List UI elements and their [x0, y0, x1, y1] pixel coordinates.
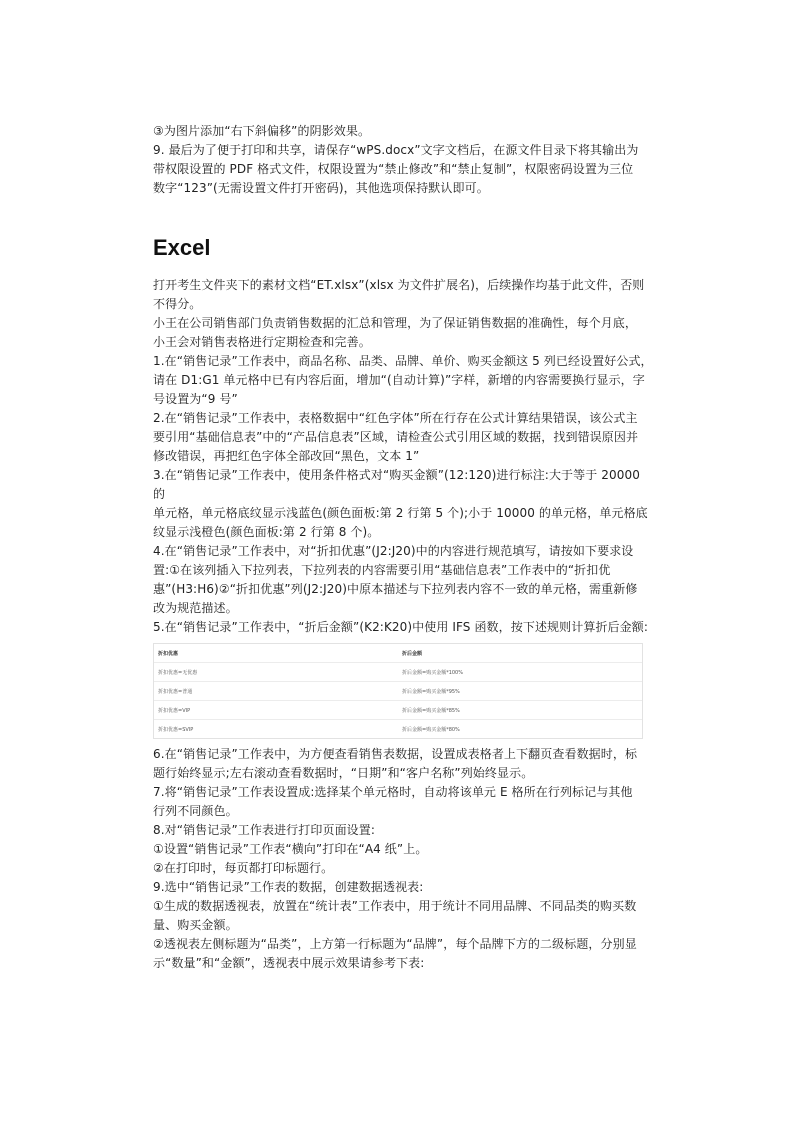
text-line: 8.对“销售记录”工作表进行打印页面设置:	[153, 823, 376, 837]
document-page	[153, 122, 653, 973]
intro-block	[153, 122, 653, 198]
text-line: ①生成的数据透视表，放置在“统计表”工作表中，用于统计不同用品牌、不同品类的购买数	[153, 899, 637, 913]
body-block-b	[153, 745, 653, 973]
text-line: 改为规范描述。	[153, 601, 238, 615]
table-cell: 折扣优惠=VIP	[154, 701, 398, 720]
table-header-cell: 折后金额	[398, 644, 642, 663]
text-line: 单元格，单元格底纹显示浅蓝色(颜色面板:第 2 行第 5 个);小于 10000 的单元格，单元格底	[153, 506, 648, 520]
text-line: 3.在“销售记录”工作表中，使用条件格式对“购买金额”(12:120)进行标注:大于等于 20000 的	[153, 468, 640, 501]
body-block-a	[153, 276, 653, 637]
table-cell: 折扣优惠=普通	[154, 682, 398, 701]
text-line: 1.在“销售记录”工作表中，商品名称、品类、品牌、单价、购买金额这 5 列已经设置好公式，	[153, 354, 653, 368]
table-cell: 折后金额=购买金额*95%	[398, 682, 642, 701]
text-line: 惠”(H3:H6)②“折扣优惠”列(J2:J20)中原本描述与下拉列表内容不一致的单元格，需重新修	[153, 582, 638, 596]
section-heading: Excel	[153, 235, 211, 260]
text-line: 置:①在该列插入下拉列表，下拉列表的内容需要引用“基础信息表”工作表中的“折扣优	[153, 563, 611, 577]
text-line: 2.在“销售记录”工作表中，表格数据中“红色字体”所在行存在公式计算结果错误，该公式主	[153, 411, 638, 425]
discount-rules-table	[153, 643, 643, 739]
text-line: 4.在“销售记录”工作表中，对“折扣优惠”(J2:J20)中的内容进行规范填写，请按如下要求设	[153, 544, 634, 558]
text-line: ③为图片添加“右下斜偏移”的阴影效果。	[153, 124, 371, 138]
text-line: 题行始终显示;左右滚动查看数据时，“日期”和“客户名称”列始终显示。	[153, 766, 534, 780]
text-line: ②在打印时，每页都打印标题行。	[153, 861, 334, 875]
text-line: 带权限设置的 PDF 格式文件，权限设置为“禁止修改”和“禁止复制”，权限密码设置为三位	[153, 162, 634, 176]
text-line: 示“数量”和“金额”，透视表中展示效果请参考下表:	[153, 956, 425, 970]
table-header-row	[154, 644, 642, 663]
text-line: 小王会对销售表格进行定期检查和完善。	[153, 335, 371, 349]
table-cell: 折扣优惠=SVIP	[158, 726, 194, 733]
text-line: 打开考生文件夹下的素材文档“ET.xlsx”(xlsx 为文件扩展名)，后续操作均基于此文件，否则	[153, 278, 645, 292]
text-line: 6.在“销售记录”工作表中，为方便查看销售表数据，设置成表格者上下翻页查看数据时，标	[153, 747, 638, 761]
table-row	[154, 663, 642, 682]
table-cell: 折后金额=购买金额*80%	[402, 726, 460, 733]
text-line: 小王在公司销售部门负责销售数据的汇总和管理，为了保证销售数据的准确性，每个月底，	[153, 316, 638, 330]
text-line: 量、购买金额。	[153, 918, 238, 932]
table-cell: 折后金额=购买金额*85%	[398, 701, 642, 720]
text-line: 要引用“基础信息表”中的“产品信息表”区域，请检查公式引用区域的数据，找到错误原因并	[153, 430, 639, 444]
table-row	[154, 720, 642, 739]
table-cell: 折后金额=购买金额*100%	[398, 663, 642, 682]
text-line: 数字“123”(无需设置文件打开密码)，其他选项保持默认即可。	[153, 181, 489, 195]
text-line: 请在 D1:G1 单元格中已有内容后面，增加“(自动计算)”字样，新增的内容需要换行显示，字	[153, 373, 645, 387]
text-line: 修改错误，再把红色字体全部改回“黑色，文本 1”	[153, 449, 420, 463]
text-line: 9. 最后为了便于打印和共享，请保存“wPS.docx”文字文档后，在源文件目录下将其输出为	[153, 143, 639, 157]
text-line: 7.将“销售记录”工作表设置成:选择某个单元格时，自动将该单元 E 格所在行列标记与其他	[153, 785, 633, 799]
text-line: 不得分。	[153, 297, 202, 311]
text-line: 9.选中“销售记录”工作表的数据，创建数据透视表:	[153, 880, 424, 894]
table-header-cell: 折扣优惠	[154, 644, 398, 663]
table-row	[154, 701, 642, 720]
text-line: ①设置“销售记录”工作表“横向”打印在“A4 纸”上。	[153, 842, 428, 856]
table-cell: 折扣优惠=无优惠	[154, 663, 398, 682]
text-line: 纹显示浅橙色(颜色面板:第 2 行第 8 个)。	[153, 525, 380, 539]
text-line: ②透视表左侧标题为“品类”，上方第一行标题为“品牌”，每个品牌下方的二级标题，分别显	[153, 937, 637, 951]
table-row	[154, 682, 642, 701]
text-line: 行列不同颜色。	[153, 804, 238, 818]
text-line: 号设置为“9 号”	[153, 392, 238, 406]
text-line: 5.在“销售记录”工作表中，“折后金额”(K2:K20)中使用 IFS 函数，按下述规则计算折后金额:	[153, 620, 648, 634]
